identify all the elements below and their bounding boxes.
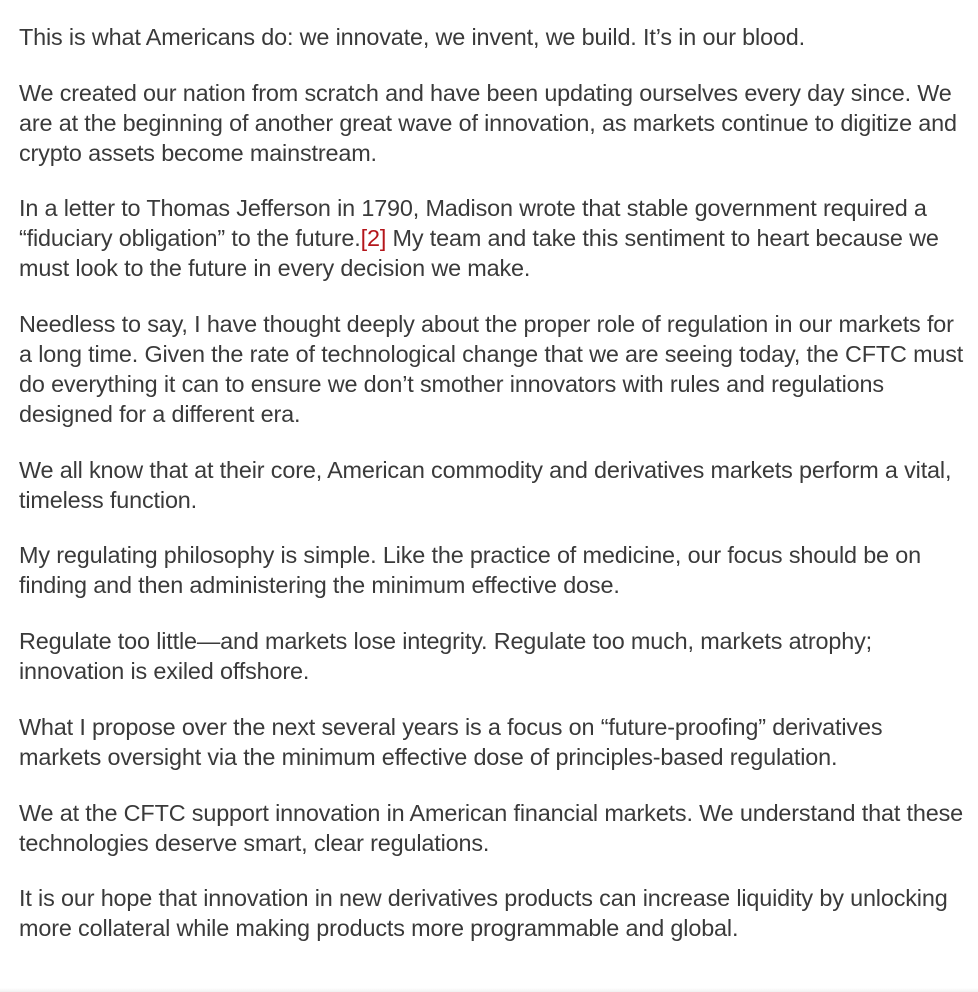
paragraph-9: We at the CFTC support innovation in American financial markets. We understand that these technologies deserve smart, clear regulations. [19,799,963,856]
paragraph-3 [19,193,969,283]
paragraph-10: It is our hope that innovation in new derivatives products can increase liquidity by unlocking more collateral while making products more programmable and global. [19,885,948,942]
paragraph-4: Needless to say, I have thought deeply about the proper role of regulation in our markets for a long time. Given the rate of technological change that we are seeing today, the CFTC must do everything it can to ensure we don’t smother innovators with rules and regulations designed for a different era. [19,311,964,428]
paragraph-5: We all know that at their core, American commodity and derivatives markets perform a vital, timeless function. [19,456,952,513]
bottom-edge-shadow [0,988,978,992]
paragraph-3-text-before: In a letter to Thomas Jefferson in 1790, Madison wrote that stable government required a “fiduciary obligation” to the future. [19,195,927,252]
paragraph-1: This is what Americans do: we innovate, we invent, we build. It’s in our blood. [19,24,806,50]
article-body [19,22,969,969]
footnote-link-2[interactable]: [2] [360,225,387,252]
paragraph-8: What I propose over the next several years is a focus on “future-proofing” derivatives markets oversight via the minimum effective dose of principles-based regulation. [19,713,883,770]
paragraph-7: Regulate too little—and markets lose integrity. Regulate too much, markets atrophy; innovation is exiled offshore. [19,628,872,685]
paragraph-6: My regulating philosophy is simple. Like the practice of medicine, our focus should be on finding and then administering the minimum effective dose. [19,542,921,599]
paragraph-3-text-after: My team and take this sentiment to heart because we must look to the future in every decision we make. [19,225,939,282]
paragraph-2: We created our nation from scratch and have been updating ourselves every day since. We are at the beginning of another great wave of innovation, as markets continue to digitize and crypto assets become mainstream. [19,79,957,166]
